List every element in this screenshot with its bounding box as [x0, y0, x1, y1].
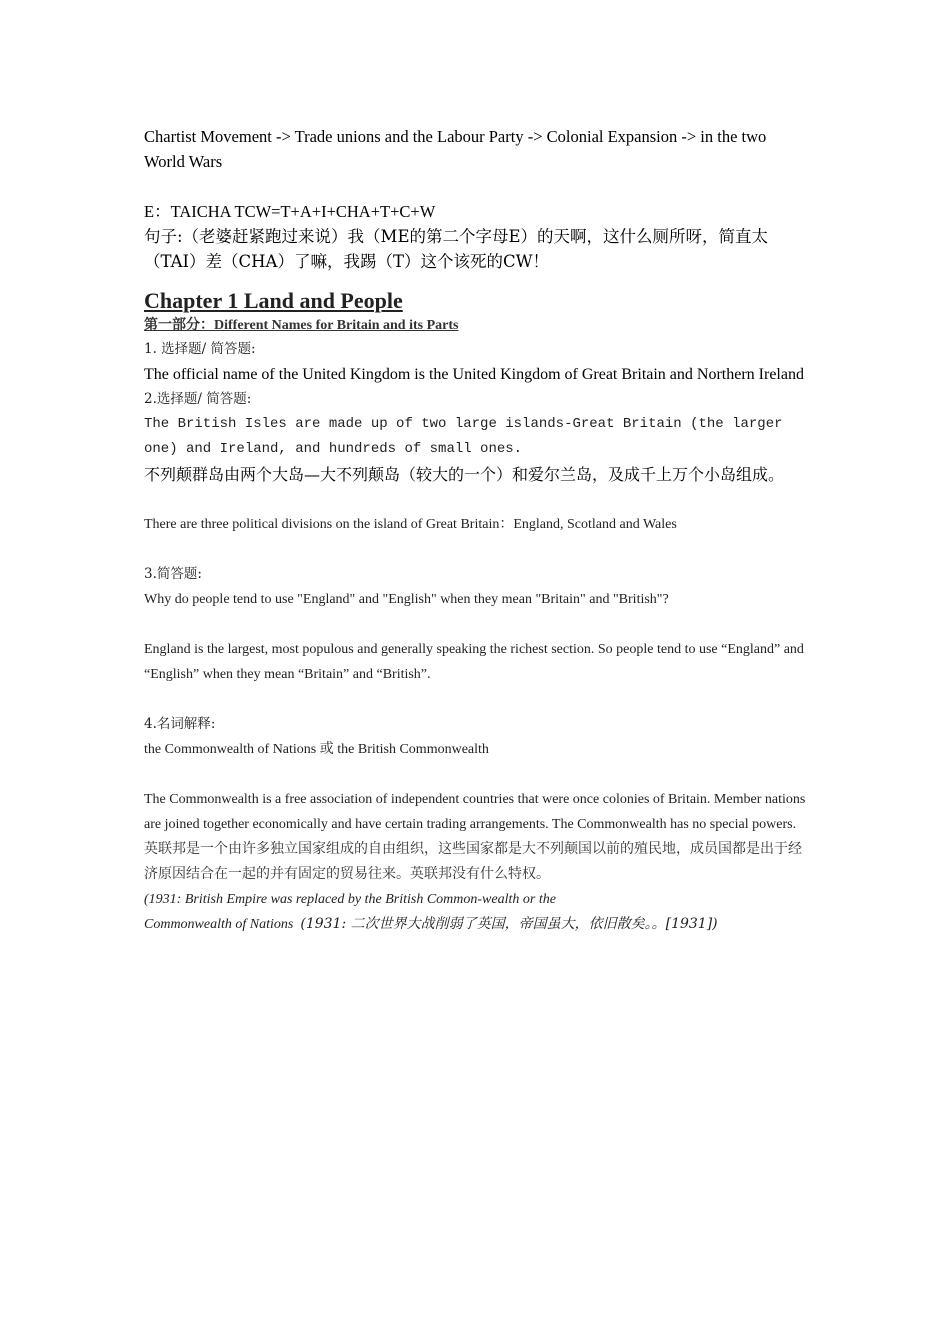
spacer	[144, 487, 808, 512]
q4-label: 4.名词解释:	[144, 716, 216, 732]
q1-text: The official name of the United Kingdom is the United Kingdom of Great Britain and Northern Ireland	[144, 366, 804, 383]
q4-definition-cn: 英联邦是一个由许多独立国家组成的自由组织，这些国家都是大不列颠国以前的殖民地，成员国都是出于经济原因结合在一起的并有固定的贸易往来。英联邦没有什么特权。	[144, 841, 802, 882]
q4-note-line2-b: (1931: 二次世界大战削弱了英国，帝国虽大，依旧散矣。。[1931])	[300, 916, 718, 932]
spacer	[144, 174, 808, 199]
q4-term: the Commonwealth of Nations 或 the British Commonwealth	[144, 742, 489, 757]
spacer	[144, 762, 808, 787]
mnemonic-code: E：TAICHA TCW=T+A+I+CHA+T+C+W	[144, 202, 436, 221]
spacer	[144, 687, 808, 712]
document-page	[144, 124, 808, 937]
chapter-title: Chapter 1 Land and People	[144, 288, 403, 313]
q2-extra: There are three political divisions on the island of Great Britain：England, Scotland and Wales	[144, 517, 677, 532]
q1-label: 1. 选择题/ 简答题:	[144, 341, 256, 357]
q3-question: Why do people tend to use "England" and "English" when they mean "Britain" and "British"?	[144, 592, 669, 607]
q4-note-line2-a: Commonwealth of Nations	[144, 917, 294, 932]
spacer	[144, 274, 808, 287]
q2-text-cn: 不列颠群岛由两个大岛—大不列颠岛（较大的一个）和爱尔兰岛，及成千上万个小岛组成。	[144, 465, 785, 484]
q2-label: 2.选择题/ 简答题:	[144, 391, 252, 407]
q2-text-en: The British Isles are made up of two large islands-Great Britain (the larger one) and Ireland, and hundreds of small ones.	[144, 416, 783, 457]
spacer	[144, 612, 808, 637]
q4-definition-en: The Commonwealth is a free association of independent countries that were once colonies of Britain. Member nations are joined together economically and have certain trading arrangements. The Commonwealth has no special powers.	[144, 792, 806, 832]
mnemonic-sentence: 句子:（老婆赶紧跑过来说）我（ME的第二个字母E）的天啊，这什么厕所呀，简直太（TAI）差（CHA）了嘛，我踢（T）这个该死的CW！	[144, 227, 769, 271]
spacer	[144, 537, 808, 562]
q3-label: 3.简答题:	[144, 566, 202, 582]
q4-note-line2	[144, 912, 808, 937]
intro-sequence: Chartist Movement -> Trade unions and the Labour Party -> Colonial Expansion -> in the two World Wars	[144, 127, 767, 171]
q3-answer: England is the largest, most populous and generally speaking the richest section. So people tend to use “England” and “English” when they mean “Britain” and “British”.	[144, 642, 804, 682]
part-title: 第一部分：Different Names for Britain and its Parts	[144, 318, 459, 333]
q4-note-line1: (1931: British Empire was replaced by the British Common-wealth or the	[144, 892, 556, 907]
